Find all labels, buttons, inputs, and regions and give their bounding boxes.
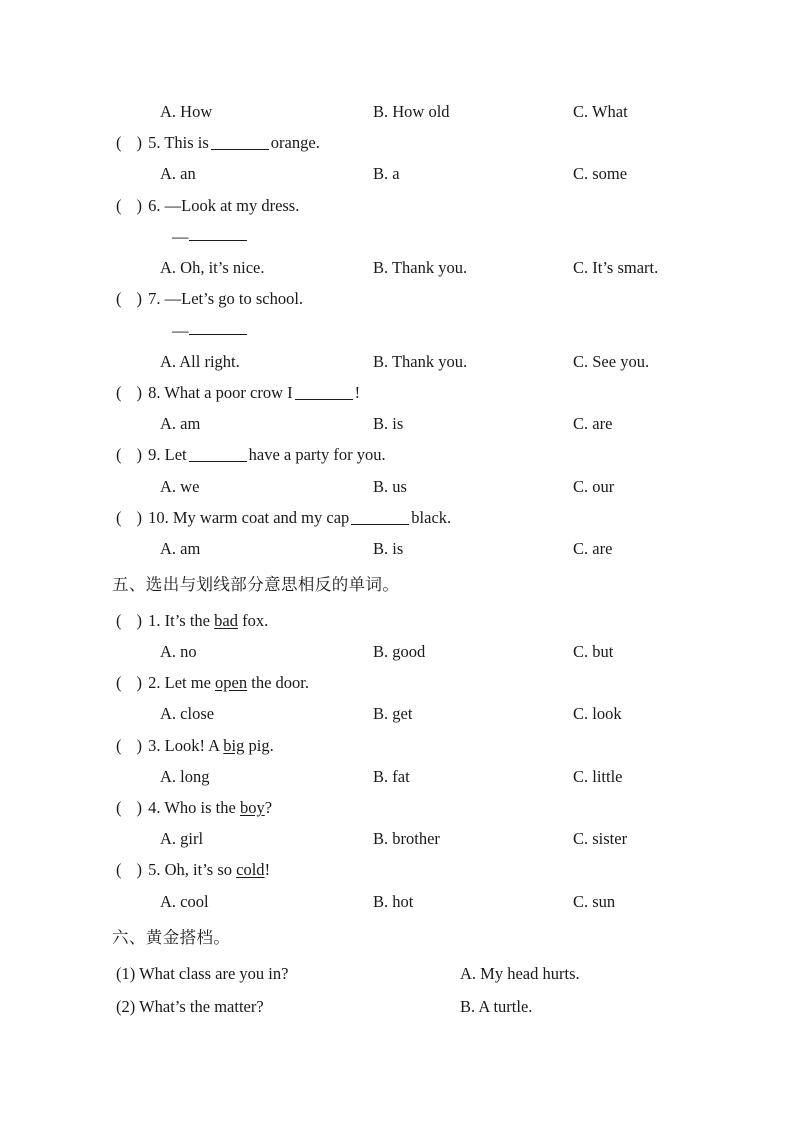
- sentence-pre: Let me: [164, 673, 216, 692]
- option-c[interactable]: C. sister: [573, 829, 628, 848]
- vocab-question-row-5: [0, 854, 793, 885]
- question-number: 3.: [148, 736, 161, 755]
- question-text: —Let’s go to school.: [164, 289, 304, 308]
- option-c[interactable]: C. are: [573, 539, 613, 558]
- fill-in-blank[interactable]: [189, 334, 247, 335]
- question-number: 6.: [148, 196, 161, 215]
- option-a[interactable]: A. long: [160, 767, 210, 786]
- question-text-after: orange.: [270, 133, 320, 152]
- question-row-5: [0, 127, 793, 158]
- answer-bracket-v3[interactable]: ( ): [116, 736, 142, 755]
- sentence-post: !: [264, 860, 271, 879]
- match-right-item[interactable]: A. My head hurts.: [460, 964, 580, 983]
- fill-in-blank[interactable]: [211, 149, 269, 150]
- underlined-word: cold: [236, 860, 265, 879]
- question-number: 7.: [148, 289, 161, 308]
- em-dash-icon: —: [172, 321, 189, 340]
- answer-bracket-7[interactable]: ( ): [116, 289, 142, 308]
- answer-bracket-6[interactable]: ( ): [116, 196, 142, 215]
- option-b[interactable]: B. us: [373, 477, 407, 496]
- option-c[interactable]: C. some: [573, 164, 628, 183]
- underlined-word: bad: [214, 611, 238, 630]
- option-a[interactable]: A. am: [160, 414, 201, 433]
- vocab-question-row-4: [0, 792, 793, 823]
- option-c[interactable]: C. look: [573, 704, 622, 723]
- option-a[interactable]: A. girl: [160, 829, 204, 848]
- option-b[interactable]: B. good: [373, 642, 426, 661]
- question-number: 5.: [148, 860, 161, 879]
- dialogue-reply-blank: [172, 315, 247, 347]
- question-row-7: [0, 283, 793, 314]
- option-b[interactable]: B. Thank you.: [373, 258, 468, 277]
- answer-bracket-v1[interactable]: ( ): [116, 611, 142, 630]
- vocab-question-row-2: [0, 667, 793, 698]
- sentence-post: pig.: [244, 736, 274, 755]
- options-row: [0, 886, 793, 917]
- option-c[interactable]: C. sun: [573, 892, 616, 911]
- vocab-stem-1: [116, 605, 268, 636]
- option-c[interactable]: C. our: [573, 477, 615, 496]
- option-a[interactable]: A. Oh, it’s nice.: [160, 258, 265, 277]
- option-c[interactable]: C. little: [573, 767, 623, 786]
- question-number: 10.: [148, 508, 169, 527]
- question-text-after: have a party for you.: [248, 445, 386, 464]
- vocab-stem-5: [116, 854, 270, 885]
- match-left-item[interactable]: (1) What class are you in?: [116, 964, 289, 983]
- question-number: 2.: [148, 673, 161, 692]
- question-stem-6: [116, 190, 299, 221]
- underlined-word: boy: [239, 798, 265, 817]
- option-b[interactable]: B. is: [373, 414, 404, 433]
- options-row: [0, 158, 793, 189]
- option-b[interactable]: B. brother: [373, 829, 440, 848]
- option-c[interactable]: C. but: [573, 642, 614, 661]
- option-a[interactable]: A. no: [160, 642, 197, 661]
- answer-bracket-8[interactable]: ( ): [116, 383, 142, 402]
- sentence-pre: Look! A: [164, 736, 224, 755]
- fill-in-blank[interactable]: [351, 524, 409, 525]
- question-number: 9.: [148, 445, 161, 464]
- option-a[interactable]: A. All right.: [160, 352, 240, 371]
- option-a[interactable]: A. am: [160, 539, 201, 558]
- fill-in-blank[interactable]: [295, 399, 353, 400]
- option-c[interactable]: C. It’s smart.: [573, 258, 659, 277]
- section-heading-six: 六、黄金搭档。: [112, 928, 231, 947]
- sentence-post: fox.: [237, 611, 269, 630]
- sentence-pre: Oh, it’s so: [164, 860, 237, 879]
- question-stem-10: [116, 502, 451, 533]
- vocab-stem-3: [116, 730, 274, 761]
- question-row-10: [0, 502, 793, 533]
- section-heading-five: 五、选出与划线部分意思相反的单词。: [112, 575, 400, 594]
- option-a[interactable]: A. we: [160, 477, 200, 496]
- question-text-before: My warm coat and my cap: [172, 508, 350, 527]
- option-b[interactable]: B. How old: [373, 102, 450, 121]
- option-a[interactable]: A. an: [160, 164, 196, 183]
- question-row-6: [0, 190, 793, 221]
- question-row-8: [0, 377, 793, 408]
- option-b[interactable]: B. Thank you.: [373, 352, 468, 371]
- question-text-before: This is: [164, 133, 209, 152]
- option-a[interactable]: A. cool: [160, 892, 209, 911]
- option-b[interactable]: B. fat: [373, 767, 410, 786]
- question-text-after: black.: [411, 508, 452, 527]
- match-left-item[interactable]: (2) What’s the matter?: [116, 997, 264, 1016]
- answer-bracket-9[interactable]: ( ): [116, 445, 142, 464]
- question-row-9: [0, 439, 793, 470]
- underlined-word: open: [215, 673, 248, 692]
- option-b[interactable]: B. is: [373, 539, 404, 558]
- fill-in-blank[interactable]: [189, 461, 247, 462]
- options-row: [0, 346, 793, 377]
- option-b[interactable]: B. hot: [373, 892, 414, 911]
- match-row-2: [0, 991, 793, 1022]
- question-text: —Look at my dress.: [164, 196, 300, 215]
- reply-row: [0, 221, 793, 252]
- match-row-1: [0, 958, 793, 989]
- options-row: [0, 533, 793, 564]
- option-a[interactable]: A. How: [160, 102, 213, 121]
- option-b[interactable]: B. a: [373, 164, 400, 183]
- options-row: [0, 408, 793, 439]
- question-number: 1.: [148, 611, 161, 630]
- question-number: 5.: [148, 133, 161, 152]
- option-a[interactable]: A. close: [160, 704, 215, 723]
- answer-bracket-v5[interactable]: ( ): [116, 860, 142, 879]
- question-stem-9: [116, 439, 386, 470]
- sentence-pre: It’s the: [164, 611, 215, 630]
- section-six-heading-row: [0, 922, 793, 953]
- vocab-stem-2: [116, 667, 309, 698]
- answer-bracket-10[interactable]: ( ): [116, 508, 142, 527]
- options-row: [0, 761, 793, 792]
- sentence-post: the door.: [247, 673, 309, 692]
- question-number: 8.: [148, 383, 161, 402]
- match-right-item[interactable]: B. A turtle.: [460, 997, 533, 1016]
- em-dash-icon: —: [172, 227, 189, 246]
- sentence-pre: Who is the: [164, 798, 240, 817]
- fill-in-blank[interactable]: [189, 240, 247, 241]
- options-row: [0, 96, 793, 127]
- vocab-stem-4: [116, 792, 272, 823]
- question-stem-8: [116, 377, 360, 408]
- vocab-question-row-3: [0, 730, 793, 761]
- answer-bracket-v2[interactable]: ( ): [116, 673, 142, 692]
- option-c[interactable]: C. See you.: [573, 352, 650, 371]
- option-c[interactable]: C. What: [573, 102, 628, 121]
- reply-row: [0, 315, 793, 346]
- options-row: [0, 698, 793, 729]
- question-text-before: Let: [164, 445, 187, 464]
- question-stem-5: [116, 127, 320, 158]
- options-row: [0, 471, 793, 502]
- option-c[interactable]: C. are: [573, 414, 613, 433]
- sentence-post: ?: [264, 798, 273, 817]
- options-row: [0, 823, 793, 854]
- question-text-after: !: [354, 383, 361, 402]
- section-five-heading-row: [0, 569, 793, 600]
- vocab-question-row-1: [0, 605, 793, 636]
- options-row: [0, 252, 793, 283]
- answer-bracket-5[interactable]: ( ): [116, 133, 142, 152]
- answer-bracket-v4[interactable]: ( ): [116, 798, 142, 817]
- dialogue-reply-blank: [172, 221, 247, 253]
- underlined-word: big: [223, 736, 245, 755]
- question-stem-7: [116, 283, 303, 314]
- options-row: [0, 636, 793, 667]
- question-text-before: What a poor crow I: [164, 383, 293, 402]
- question-number: 4.: [148, 798, 161, 817]
- option-b[interactable]: B. get: [373, 704, 413, 723]
